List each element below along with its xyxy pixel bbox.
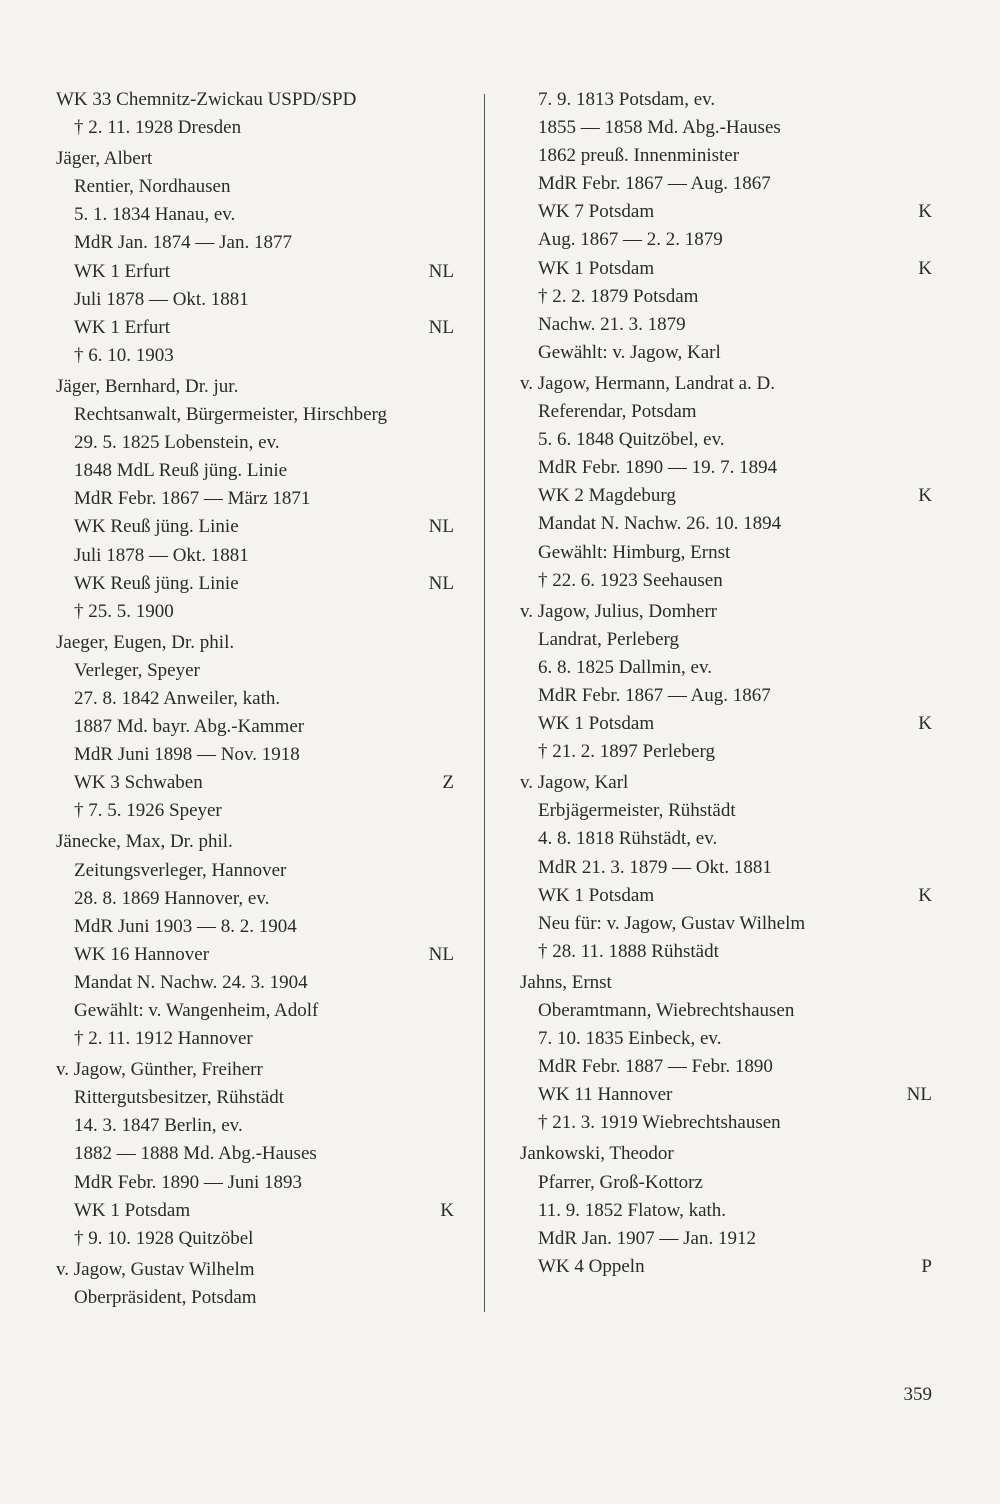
entry-text: Neu für: v. Jagow, Gustav Wilhelm (538, 912, 806, 934)
entry-text: 7. 9. 1813 Potsdam, ev. (538, 89, 716, 110)
entry-line (56, 769, 454, 797)
entry-line (56, 1225, 454, 1253)
entry-heading: v. Jagow, Gustav Wilhelm (56, 1258, 255, 1280)
entry-line (56, 485, 454, 513)
entry-line (520, 682, 932, 710)
entry-text: Mandat N. Nachw. 24. 3. 1904 (74, 971, 308, 993)
page-number: 359 (903, 1384, 932, 1405)
biography-entry (520, 1140, 932, 1280)
entry-text: WK 1 Erfurt (74, 316, 171, 338)
entry-text: Rechtsanwalt, Bürgermeister, Hirschberg (74, 404, 388, 426)
entry-line (520, 142, 932, 170)
entry-text: 11. 9. 1852 Flatow, kath. (538, 1199, 727, 1221)
entry-line (520, 398, 932, 426)
entry-line (56, 969, 454, 997)
entry-text: † 2. 11. 1912 Hannover (74, 1028, 253, 1050)
entry-text: Juli 1878 — Okt. 1881 (74, 544, 249, 566)
entry-line (56, 1197, 454, 1225)
entry-line (56, 797, 454, 825)
entry-text: MdR Febr. 1890 — 19. 7. 1894 (538, 457, 778, 479)
entry-line (520, 482, 932, 510)
party-tag: K (440, 1199, 454, 1221)
entry-line (520, 825, 932, 853)
entry-text: 1848 MdL Reuß jüng. Linie (74, 460, 288, 482)
entry-line (520, 114, 932, 142)
entry-heading: v. Jagow, Hermann, Landrat a. D. (520, 372, 776, 394)
entry-text: WK Reuß jüng. Linie (74, 516, 239, 538)
entry-text: MdR Jan. 1907 — Jan. 1912 (538, 1227, 756, 1249)
entry-text: MdR Juni 1903 — 8. 2. 1904 (74, 915, 297, 937)
entry-text: MdR Febr. 1867 — Aug. 1867 (538, 684, 771, 706)
entry-text: MdR Febr. 1887 — Febr. 1890 (538, 1056, 773, 1078)
biography-entry (520, 370, 932, 595)
party-tag: P (921, 1255, 932, 1277)
entry-text: 6. 8. 1825 Dallmin, ev. (538, 656, 712, 678)
entry-heading: v. Jagow, Julius, Domherr (520, 600, 718, 622)
entry-line (520, 170, 932, 198)
entry-line (520, 738, 932, 766)
entry-text: Gewählt: v. Jagow, Karl (538, 341, 721, 363)
party-tag: K (918, 257, 932, 279)
entry-text: † 6. 10. 1903 (74, 344, 174, 366)
entry-line (56, 201, 454, 229)
entry-line (56, 457, 454, 485)
biography-entry (520, 598, 932, 767)
biography-entry (520, 969, 932, 1138)
party-tag: NL (906, 1084, 932, 1106)
entry-line (56, 857, 454, 885)
entry-text: † 22. 6. 1923 Seehausen (538, 569, 723, 591)
entry-line (56, 741, 454, 769)
entry-text: 4. 8. 1818 Rühstädt, ev. (538, 828, 718, 850)
entry-line (56, 1169, 454, 1197)
entry-text: WK 1 Potsdam (538, 257, 655, 279)
entry-text: 14. 3. 1847 Berlin, ev. (74, 1115, 243, 1137)
party-tag: NL (428, 260, 454, 282)
biography-entry (56, 629, 454, 826)
biography-entry (520, 769, 932, 966)
entry-line (520, 1053, 932, 1081)
entry-text: WK 16 Hannover (74, 943, 210, 965)
entry-text: † 21. 2. 1897 Perleberg (538, 741, 715, 763)
entry-text: Juli 1878 — Okt. 1881 (74, 288, 249, 310)
entry-text: MdR Febr. 1867 — Aug. 1867 (538, 173, 771, 195)
entry-heading: Jäger, Bernhard, Dr. jur. (56, 375, 239, 397)
entry-text: Aug. 1867 — 2. 2. 1879 (538, 229, 723, 251)
entry-text: 27. 8. 1842 Anweiler, kath. (74, 687, 281, 709)
entry-line (520, 938, 932, 966)
entry-line (520, 510, 932, 538)
entry-text: 29. 5. 1825 Lobenstein, ev. (74, 432, 280, 454)
party-tag: NL (428, 572, 454, 594)
entry-text: Rentier, Nordhausen (74, 176, 231, 198)
entry-text: MdR Febr. 1890 — Juni 1893 (74, 1171, 303, 1193)
party-tag: NL (428, 516, 454, 538)
entry-line (56, 173, 454, 201)
entry-line (520, 1225, 932, 1253)
entry-heading: Jänecke, Max, Dr. phil. (56, 831, 233, 853)
entry-line (56, 598, 454, 626)
entry-text: 5. 6. 1848 Quitzöbel, ev. (538, 429, 725, 451)
entry-text: MdR 21. 3. 1879 — Okt. 1881 (538, 856, 772, 878)
party-tag: K (918, 201, 932, 223)
entry-text: WK 1 Potsdam (74, 1199, 191, 1221)
entry-text: Referendar, Potsdam (538, 401, 697, 423)
entry-text: MdR Juni 1898 — Nov. 1918 (74, 744, 300, 766)
entry-text: WK 1 Potsdam (538, 713, 655, 735)
entry-line (520, 854, 932, 882)
entry-line (56, 941, 454, 969)
entry-line (520, 226, 932, 254)
entry-line (56, 885, 454, 913)
entry-line (56, 429, 454, 457)
entry-text: WK 7 Potsdam (538, 201, 655, 223)
entry-line (56, 542, 454, 570)
entry-line (520, 1169, 932, 1197)
entry-line (520, 567, 932, 595)
entry-heading: Jahns, Ernst (520, 971, 612, 993)
entry-line (520, 797, 932, 825)
entry-line (56, 1284, 454, 1312)
entry-text: 1862 preuß. Innenminister (538, 145, 740, 167)
entry-text: 1887 Md. bayr. Abg.-Kammer (74, 716, 305, 738)
entry-text: WK 3 Schwaben (74, 772, 203, 794)
entry-line (56, 286, 454, 314)
entry-line (56, 913, 454, 941)
entry-line (56, 342, 454, 370)
biography-entry (56, 1056, 454, 1253)
entry-text: † 25. 5. 1900 (74, 600, 174, 622)
entry-text: 1855 — 1858 Md. Abg.-Hauses (538, 117, 781, 139)
entry-line (56, 570, 454, 598)
biography-entry (56, 1256, 454, 1312)
entry-line (56, 114, 454, 142)
entry-line (520, 1025, 932, 1053)
entry-text: WK Reuß jüng. Linie (74, 572, 239, 594)
entry-text: Nachw. 21. 3. 1879 (538, 313, 686, 335)
party-tag: K (918, 884, 932, 906)
entry-text: MdR Febr. 1867 — März 1871 (74, 488, 311, 510)
entry-text: Rittergutsbesitzer, Rühstädt (74, 1087, 284, 1109)
entry-line (56, 513, 454, 541)
entry-line (56, 314, 454, 342)
entry-line (520, 997, 932, 1025)
entry-line (520, 882, 932, 910)
entry-line (56, 685, 454, 713)
entry-line (56, 997, 454, 1025)
entry-text: † 2. 11. 1928 Dresden (74, 117, 242, 139)
party-tag: K (918, 713, 932, 735)
entry-text: Oberpräsident, Potsdam (74, 1286, 257, 1308)
entry-line (520, 1081, 932, 1109)
entry-line (56, 1025, 454, 1053)
entry-text: Pfarrer, Groß-Kottorz (538, 1171, 703, 1193)
party-tag: K (918, 485, 932, 507)
column-divider (484, 94, 485, 1312)
entry-text: WK 1 Potsdam (538, 884, 655, 906)
entry-text: † 7. 5. 1926 Speyer (74, 800, 222, 822)
entry-line (56, 1084, 454, 1112)
entry-text: Zeitungsverleger, Hannover (74, 859, 287, 881)
entry-line (520, 86, 932, 114)
entry-line (56, 1140, 454, 1168)
entry-text: Verleger, Speyer (74, 659, 200, 681)
entry-text: 7. 10. 1835 Einbeck, ev. (538, 1028, 722, 1050)
entry-heading: v. Jagow, Günther, Freiherr (56, 1059, 263, 1081)
biography-entry (56, 86, 454, 142)
entry-text: † 2. 2. 1879 Potsdam (538, 285, 699, 307)
entry-line (520, 1109, 932, 1137)
entry-line (520, 311, 932, 339)
entry-line (520, 198, 932, 226)
entry-text: WK 2 Magdeburg (538, 485, 676, 507)
entry-heading: Jankowski, Theodor (520, 1143, 674, 1165)
entry-line (56, 657, 454, 685)
entry-line (520, 1197, 932, 1225)
entry-text: WK 11 Hannover (538, 1084, 673, 1106)
entry-text: 28. 8. 1869 Hannover, ev. (74, 887, 270, 909)
right-column (520, 86, 932, 1281)
biography-entry (520, 86, 932, 367)
entry-heading: WK 33 Chemnitz-Zwickau USPD/SPD (56, 89, 357, 110)
entry-text: Gewählt: v. Wangenheim, Adolf (74, 1000, 319, 1021)
entry-line (520, 339, 932, 367)
entry-text: Mandat N. Nachw. 26. 10. 1894 (538, 513, 782, 535)
entry-text: † 9. 10. 1928 Quitzöbel (74, 1227, 254, 1249)
entry-line (520, 283, 932, 311)
entry-line (56, 258, 454, 286)
entry-text: WK 1 Erfurt (74, 260, 171, 282)
entry-text: 1882 — 1888 Md. Abg.-Hauses (74, 1143, 317, 1165)
entry-line (56, 229, 454, 257)
entry-line (520, 626, 932, 654)
entry-text: † 21. 3. 1919 Wiebrechtshausen (538, 1112, 781, 1134)
entry-line (520, 1253, 932, 1281)
entry-line (520, 539, 932, 567)
entry-heading: v. Jagow, Karl (520, 772, 629, 794)
entry-line (56, 713, 454, 741)
entry-heading: Jäger, Albert (56, 148, 153, 170)
party-tag: NL (428, 943, 454, 965)
entry-text: MdR Jan. 1874 — Jan. 1877 (74, 232, 292, 254)
entry-line (520, 710, 932, 738)
entry-text: 5. 1. 1834 Hanau, ev. (74, 204, 236, 226)
entry-line (520, 454, 932, 482)
entry-text: † 28. 11. 1888 Rühstädt (538, 940, 719, 962)
entry-text: WK 4 Oppeln (538, 1255, 645, 1277)
entry-line (520, 910, 932, 938)
entry-text: Landrat, Perleberg (538, 628, 680, 650)
biography-entry (56, 828, 454, 1053)
entry-line (520, 255, 932, 283)
entry-heading: Jaeger, Eugen, Dr. phil. (56, 631, 235, 653)
left-column (56, 86, 454, 1312)
party-tag: NL (428, 316, 454, 338)
entry-line (520, 426, 932, 454)
party-tag: Z (442, 772, 454, 794)
entry-text: Erbjägermeister, Rühstädt (538, 800, 736, 822)
biography-entry (56, 373, 454, 626)
biography-entry (56, 145, 454, 370)
entry-line (56, 401, 454, 429)
entry-text: Gewählt: Himburg, Ernst (538, 541, 731, 563)
entry-line (56, 1112, 454, 1140)
entry-line (520, 654, 932, 682)
entry-text: Oberamtmann, Wiebrechtshausen (538, 1000, 795, 1021)
